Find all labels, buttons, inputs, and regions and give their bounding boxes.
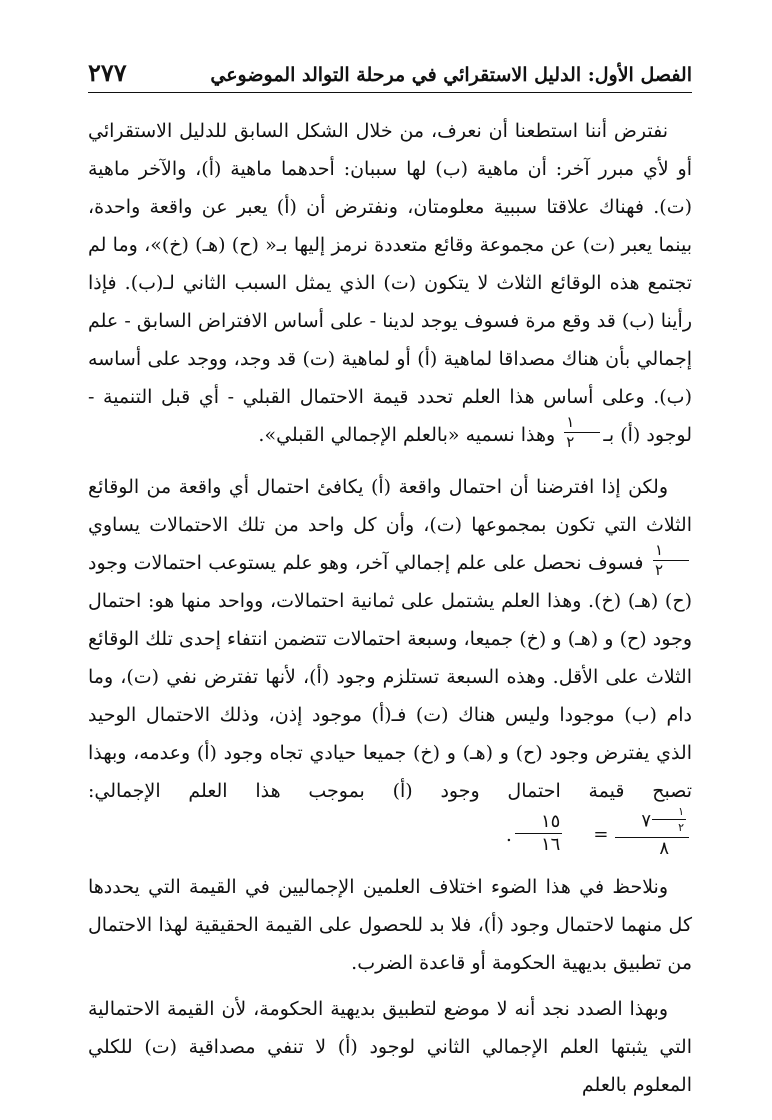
paragraph-1 [88, 112, 692, 454]
paragraph-2 [88, 468, 692, 860]
nested-fraction-half [652, 806, 686, 833]
nested-numerator: ١ [652, 806, 686, 820]
fraction-one-half-2 [653, 540, 689, 579]
fraction-denominator: ٨ [659, 838, 670, 859]
fraction-one-half [564, 412, 600, 451]
fraction-numerator: ١ [564, 415, 600, 433]
page-number: ٢٧٧ [88, 58, 127, 87]
chapter-title: الفصل الأول: الدليل الاستقرائي في مرحلة التوالد الموضوعي [210, 64, 692, 86]
fraction-denominator: ٢ [566, 432, 575, 451]
paragraph-2-text-b: فسوف نحصل على علم إجمالي آخر، وهو علم يستوعب احتمالات وجود (ح) (هـ) (خ). وهذا العلم يشتمل على ثمانية احتمالات، وواحد منها هو: احتمال وجود (ح) و (هـ) و (خ) جميعا، وسبعة احتمالات تتضمن انتفاء إحدى تلك الوقائع الثلاث على الأقل. وهذه السبعة تستلزم وجود (أ)، لأنها تفترض نفي (ت)، وما دام (ب) موجودا وليس هناك (ت) فـ(أ) موجود إذن، وذلك الاحتمال الوحيد الذي يفترض وجود (ح) و (هـ) و (خ) جميعا حيادي تجاه وجود (أ) وعدمه، وبهذا تصبح قيمة احتمال وجود (أ) بموجب هذا العلم الإجمالي: [88, 552, 692, 802]
running-header [88, 56, 692, 96]
paragraph-2-text-a: ولكن إذا افترضنا أن احتمال واقعة (أ) يكافئ احتمال أي واقعة من الوقائع الثلاث التي تكون بمجموعها (ت)، وأن كل واحد من تلك الاحتمالات يساوي [88, 476, 692, 536]
fraction-fifteen-sixteenths [515, 810, 562, 855]
fraction-numerator: ١٥ [515, 813, 562, 834]
paragraph-1-text: نفترض أننا استطعنا أن نعرف، من خلال الشكل السابق للدليل الاستقرائي أو لأي مبرر آخر: أن ماهية (ب) لها سببان: أحدهما ماهية (أ)، والآخر ماهية (ت). فهناك علاقتا سببية معلومتان، ونفترض أن (أ) يعبر عن واقعة واحدة، بينما يعبر (ت) عن مجموعة وقائع متعددة نرمز إليها بـ« (ح) (هـ) (خ)»، وما لم تجتمع هذه الوقائع الثلاث لا يتكون (ت) الذي يمثل السبب الثاني لـ(ب). فإذا رأينا (ب) قد وقع مرة فسوف يوجد لدينا - على أساس الافتراض السابق - علم إجمالي بأن هناك مصداقا لماهية (أ) أو لماهية (ت) قد وجد، ووجد على أساسه (ب). وعلى أساس هذا العلم تحدد قيمة الاحتمال القبلي - أي قبل التنمية - لوجود (أ) بـ [88, 120, 692, 446]
fraction-numerator: ١ [653, 543, 689, 561]
paragraph-1-end: وهذا نسميه «بالعلم الإجمالي القبلي». [258, 424, 562, 446]
paragraph-4: وبهذا الصدد نجد أنه لا موضع لتطبيق بديهية الحكومة، لأن القيمة الاحتمالية التي يثبتها العلم الإجمالي الثاني لوجود (أ) لا تنفي مصداقية (ت) للكلي المعلوم بالعلم [88, 998, 692, 1096]
body-text [88, 112, 692, 1118]
fraction-seven-half-over-eight [615, 805, 689, 859]
nested-denominator: ٢ [678, 821, 684, 834]
header-rule [88, 92, 692, 93]
fraction-denominator: ٢ [654, 560, 663, 579]
paragraph-3: ونلاحظ في هذا الضوء اختلاف العلمين الإجماليين في القيمة التي يحددها كل منهما لاحتمال وجود (أ)، فلا بد للحصول على القيمة الحقيقية لهذا الاحتمال من تطبيق بديهية الحكومة أو قاعدة الضرب. [88, 876, 692, 974]
probability-equation [458, 805, 692, 860]
fraction-numerator [615, 805, 689, 838]
equation-period: . [505, 824, 512, 846]
equals-sign: = [593, 824, 609, 845]
seven-digit: ٧ [641, 810, 652, 832]
fraction-denominator: ١٦ [540, 833, 561, 855]
